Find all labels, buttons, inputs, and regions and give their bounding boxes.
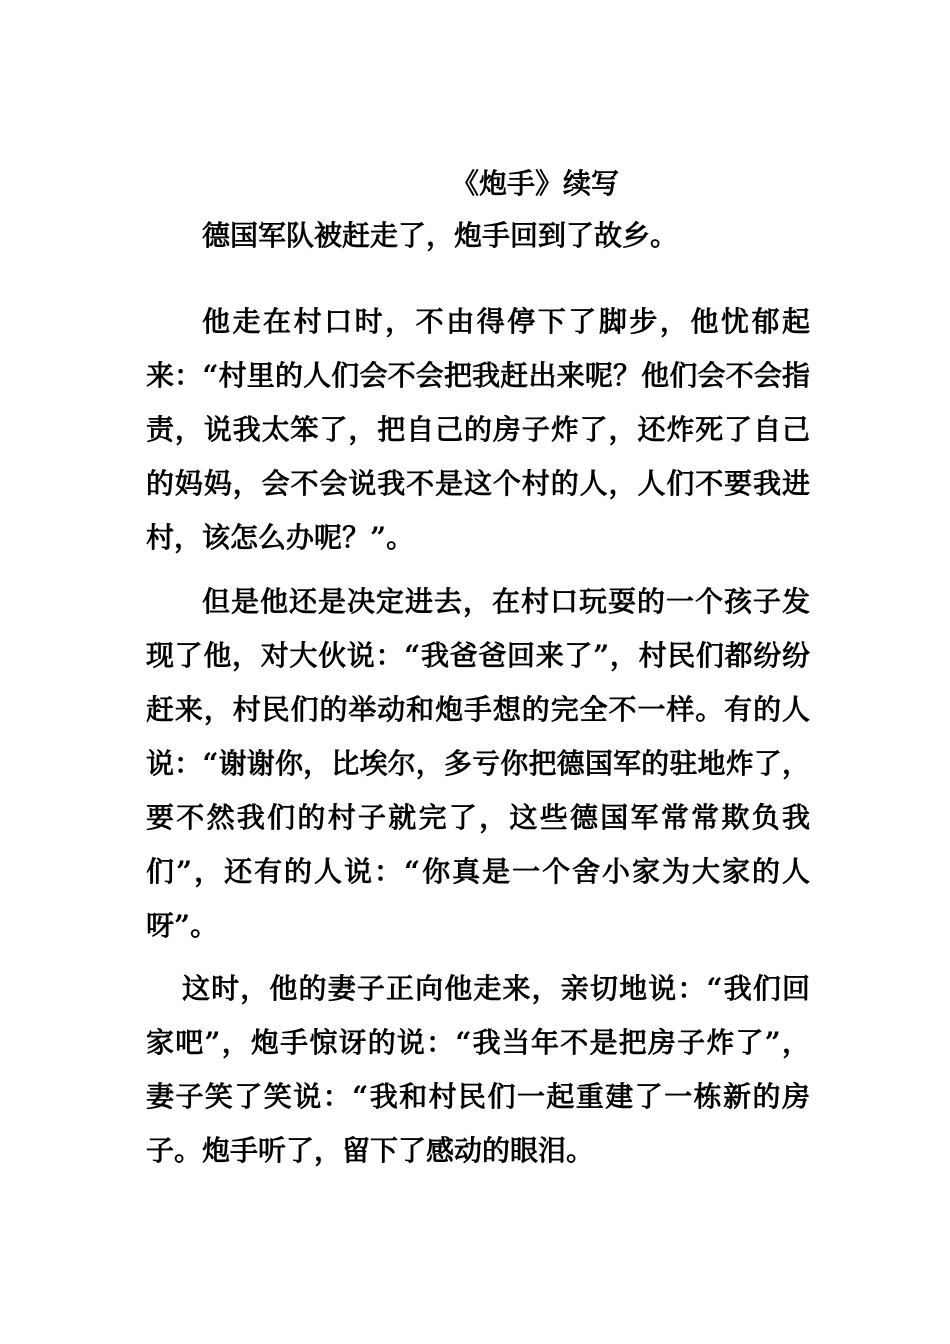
paragraph-4: 这时，他的妻子正向他走来，亲切地说：“我们回家吧”，炮手惊讶的说：“我当年不是把房子炸了”，妻子笑了笑说：“我和村民们一起重建了一栋新的房子。炮手听了，留下了感动的眼泪。 (146, 972, 810, 1167)
document-title: 《炮手》续写 (450, 167, 619, 200)
paragraph-1: 德国军队被赶走了，炮手回到了故乡。 (202, 219, 679, 252)
paragraph-2: 他走在村口时，不由得停下了脚步，他忧郁起来：“村里的人们会不会把我赶出来呢？他们会不会指责，说我太笨了，把自己的房子炸了，还炸死了自己的妈妈，会不会说我不是这个村的人，人们不要我进村，该怎么办呢？”。 (146, 305, 810, 554)
paragraph-3: 但是他还是决定进去，在村口玩耍的一个孩子发现了他，对大伙说：“我爸爸回来了”，村民们都纷纷赶来，村民们的举动和炮手想的完全不一样。有的人说：“谢谢你，比埃尔，多亏你把德国军的驻地炸了，要不然我们的村子就完了，这些德国军常常欺负我们”，还有的人说：“你真是一个舍小家为大家的人呀”。 (146, 585, 810, 942)
